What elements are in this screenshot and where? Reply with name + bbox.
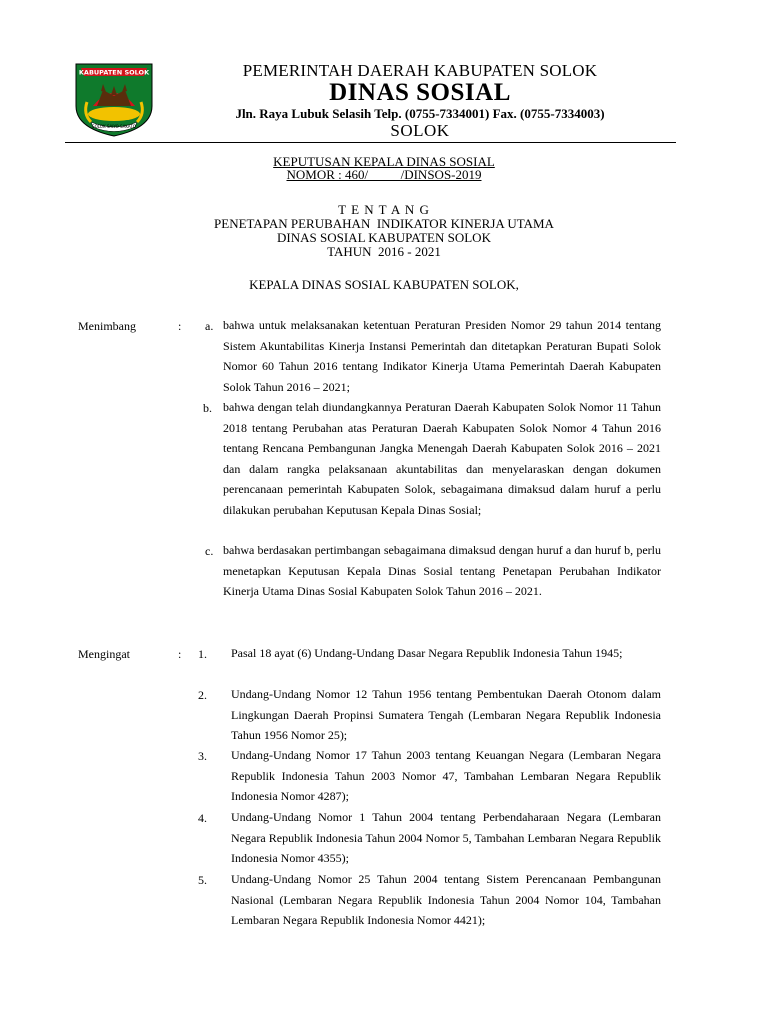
mengingat-item-2: Undang-Undang Nomor 12 Tahun 1956 tentang Pembentukan Daerah Otonom dalam Lingkungan Daerah Propinsi Sumatera Tengah (Lembaran Negara Republik Indonesia Tahun 1956 Nomor 25); bbox=[231, 687, 661, 742]
menimbang-item-a: bahwa untuk melaksanakan ketentuan Peraturan Presiden Nomor 29 tahun 2014 tentang Sistem Akuntabilitas Kinerja Instansi Pemerintah dan ditetapkan Peraturan Bupati Solok Nomor 60 Tahun 2016 tentang Indikator Kinerja Utama Pemerintah Daerah Kabupaten Solok Tahun 2016 – 2021; bbox=[223, 318, 661, 394]
mengingat-marker-4: 4. bbox=[198, 811, 207, 825]
agency-address: Jln. Raya Lubuk Selasih Telp. (0755-7334001) Fax. (0755-7334003) bbox=[235, 106, 605, 121]
menimbang-item-c: bahwa berdasakan pertimbangan sebagaimana dimaksud dengan huruf a dan huruf b, perlu menetapkan Keputusan Kepala Dinas Sosial tentang Penetapan Perubahan Indikator Kinerja Utama Dinas Sosial Kabupaten Solok Tahun 2016 – 2021. bbox=[223, 543, 661, 598]
mengingat-marker-5: 5. bbox=[198, 873, 207, 887]
government-name: PEMERINTAH DAERAH KABUPATEN SOLOK bbox=[242, 61, 598, 80]
mengingat-marker-1: 1. bbox=[198, 647, 207, 661]
logo-ribbon-text: SOLOK SAIYO SAKATO bbox=[92, 124, 136, 129]
mengingat-item-1: Pasal 18 ayat (6) Undang-Undang Dasar Negara Republik Indonesia Tahun 1945; bbox=[231, 646, 623, 660]
menimbang-marker-c: c. bbox=[205, 544, 214, 558]
menimbang-marker-b: b. bbox=[203, 401, 212, 415]
logo-label: KABUPATEN SOLOK bbox=[78, 68, 150, 77]
menimbang-colon: : bbox=[178, 319, 182, 333]
menimbang-marker-a: a. bbox=[205, 319, 214, 333]
subject-line-2: DINAS SOSIAL KABUPATEN SOLOK bbox=[277, 230, 491, 245]
agency-city: SOLOK bbox=[390, 121, 450, 140]
subject-line-3: TAHUN 2016 - 2021 bbox=[327, 244, 441, 259]
tentang-heading: T E N T A N G bbox=[338, 202, 430, 217]
mengingat-marker-3: 3. bbox=[198, 749, 207, 763]
agency-name: DINAS SOSIAL bbox=[329, 79, 511, 106]
mengingat-item-5: Undang-Undang Nomor 25 Tahun 2004 tentang Sistem Perencanaan Pembangunan Nasional (Lembaran Negara Republik Indonesia Tahun 2004 Nomor 104, Tambahan Lembaran Negara Republik Indonesia Nomor 4421); bbox=[231, 872, 661, 927]
decree-title: KEPUTUSAN KEPALA DINAS SOSIAL bbox=[273, 154, 495, 169]
mengingat-marker-2: 2. bbox=[198, 688, 207, 702]
menimbang-label: Menimbang bbox=[78, 319, 136, 333]
mengingat-item-3: Undang-Undang Nomor 17 Tahun 2003 tentang Keuangan Negara (Lembaran Negara Republik Indonesia Tahun 2003 Nomor 47, Tambahan Lembaran Negara Republik Indonesia Nomor 4287); bbox=[231, 748, 661, 803]
subject-line-1: PENETAPAN PERUBAHAN INDIKATOR KINERJA UTAMA bbox=[214, 216, 554, 231]
official-title: KEPALA DINAS SOSIAL KABUPATEN SOLOK, bbox=[249, 277, 519, 292]
mengingat-colon: : bbox=[178, 647, 182, 661]
decree-number: NOMOR : 460/ /DINSOS-2019 bbox=[286, 167, 482, 182]
letterhead-divider bbox=[65, 142, 676, 143]
mengingat-label: Mengingat bbox=[78, 647, 130, 661]
mengingat-item-4: Undang-Undang Nomor 1 Tahun 2004 tentang Perbendaharaan Negara (Lembaran Negara Republik Indonesia Tahun 2004 Nomor 5, Tambahan Lembaran Negara Republik Indonesia Nomor 4355); bbox=[231, 810, 661, 865]
regency-logo bbox=[73, 62, 155, 138]
menimbang-item-b: bahwa dengan telah diundangkannya Peraturan Daerah Kabupaten Solok Nomor 11 Tahun 2018 tentang Perubahan atas Peraturan Daerah Kabupaten Solok Nomor 4 Tahun 2016 tentang Rencana Pembangunan Jangka Menengah Daerah Kabupaten Solok 2016 – 2021 dan dalam rangka pelaksanaan akuntabilitas dan menyelaraskan dengan dokumen perencanaan pemerintah Kabupaten Solok, sebagaimana dimaksud dalam huruf a perlu dilakukan perubahan Keputusan Kepala Dinas Sosial; bbox=[223, 400, 661, 517]
